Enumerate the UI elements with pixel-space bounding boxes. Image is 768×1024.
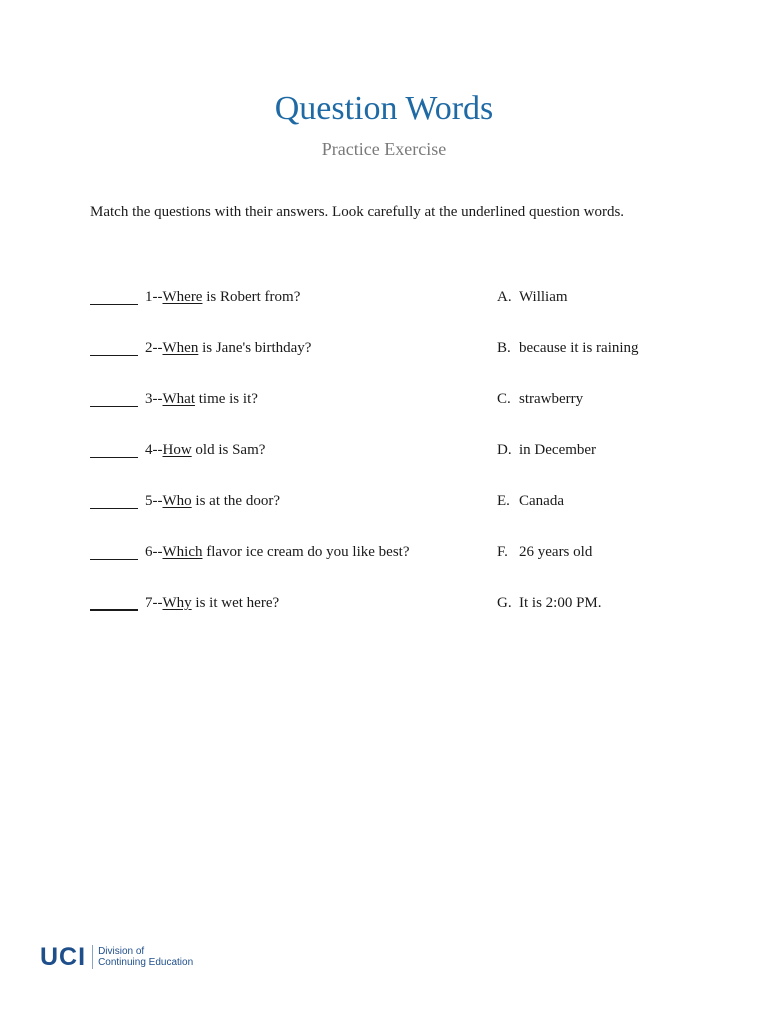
answer-letter: E.: [497, 493, 510, 509]
answer-d: [497, 442, 596, 459]
question-row-5: [90, 493, 690, 515]
answer-text: Canada: [519, 493, 564, 509]
question-text: is Jane's birthday?: [198, 340, 312, 356]
answer-g: [497, 595, 602, 612]
answer-blank-3[interactable]: [90, 406, 138, 407]
question-word: Where: [162, 289, 203, 305]
question-3: [145, 391, 258, 408]
uci-wordmark: UCI: [40, 942, 87, 971]
answer-blank-2[interactable]: [90, 355, 138, 356]
question-number: 5--: [145, 493, 163, 509]
answer-blank-4[interactable]: [90, 457, 138, 458]
answer-blank-5[interactable]: [90, 508, 138, 509]
question-number: 2--: [145, 340, 163, 356]
answer-text: because it is raining: [519, 340, 639, 356]
question-text: time is it?: [194, 391, 258, 407]
question-word: What: [162, 391, 195, 407]
question-number: 6--: [145, 544, 163, 560]
page-title: Question Words: [274, 90, 494, 127]
question-number: 3--: [145, 391, 163, 407]
question-number: 4--: [145, 442, 163, 458]
question-row-3: [90, 391, 690, 413]
question-word: When: [162, 340, 199, 356]
division-name: [98, 946, 193, 968]
answer-letter: B.: [497, 340, 511, 356]
question-4: [145, 442, 265, 459]
question-5: [145, 493, 280, 510]
question-number: 1--: [145, 289, 163, 305]
logo-divider: [92, 945, 93, 969]
question-number: 7--: [145, 595, 163, 611]
answer-f: [497, 544, 592, 561]
answer-letter: C.: [497, 391, 511, 407]
answer-letter: F.: [497, 544, 508, 560]
answer-text: It is 2:00 PM.: [519, 595, 602, 611]
question-text: is at the door?: [191, 493, 280, 509]
answer-letter: G.: [497, 595, 512, 611]
question-row-6: [90, 544, 690, 566]
answer-text: in December: [519, 442, 597, 458]
question-2: [145, 340, 311, 357]
answer-letter: D.: [497, 442, 512, 458]
question-row-7: [90, 595, 690, 617]
answer-text: William: [519, 289, 568, 305]
page-subtitle: Practice Exercise: [321, 139, 447, 159]
question-6: [145, 544, 409, 561]
question-7: [145, 595, 279, 612]
answer-blank-7[interactable]: [90, 609, 138, 611]
instructions-text: Match the questions with their answers. Look carefully at the underlined question words.: [90, 204, 625, 220]
answer-a: [497, 289, 568, 306]
uci-logo: [40, 942, 193, 972]
answer-c: [497, 391, 583, 408]
answer-b: [497, 340, 639, 357]
question-word: How: [162, 442, 192, 458]
answer-text: strawberry: [519, 391, 584, 407]
question-row-2: [90, 340, 690, 362]
answer-letter: A.: [497, 289, 512, 305]
answer-blank-6[interactable]: [90, 559, 138, 560]
division-line-1: Division of: [98, 946, 145, 957]
division-line-2: Continuing Education: [98, 957, 194, 968]
question-row-4: [90, 442, 690, 464]
question-row-1: [90, 289, 690, 311]
answer-e: [497, 493, 564, 510]
question-word: Who: [162, 493, 192, 509]
question-text: is it wet here?: [191, 595, 280, 611]
question-text: flavor ice cream do you like best?: [202, 544, 410, 560]
question-text: old is Sam?: [191, 442, 266, 458]
question-word: Which: [162, 544, 203, 560]
question-text: is Robert from?: [202, 289, 301, 305]
question-word: Why: [162, 595, 192, 611]
answer-blank-1[interactable]: [90, 304, 138, 305]
answer-text: 26 years old: [519, 544, 593, 560]
question-1: [145, 289, 300, 306]
